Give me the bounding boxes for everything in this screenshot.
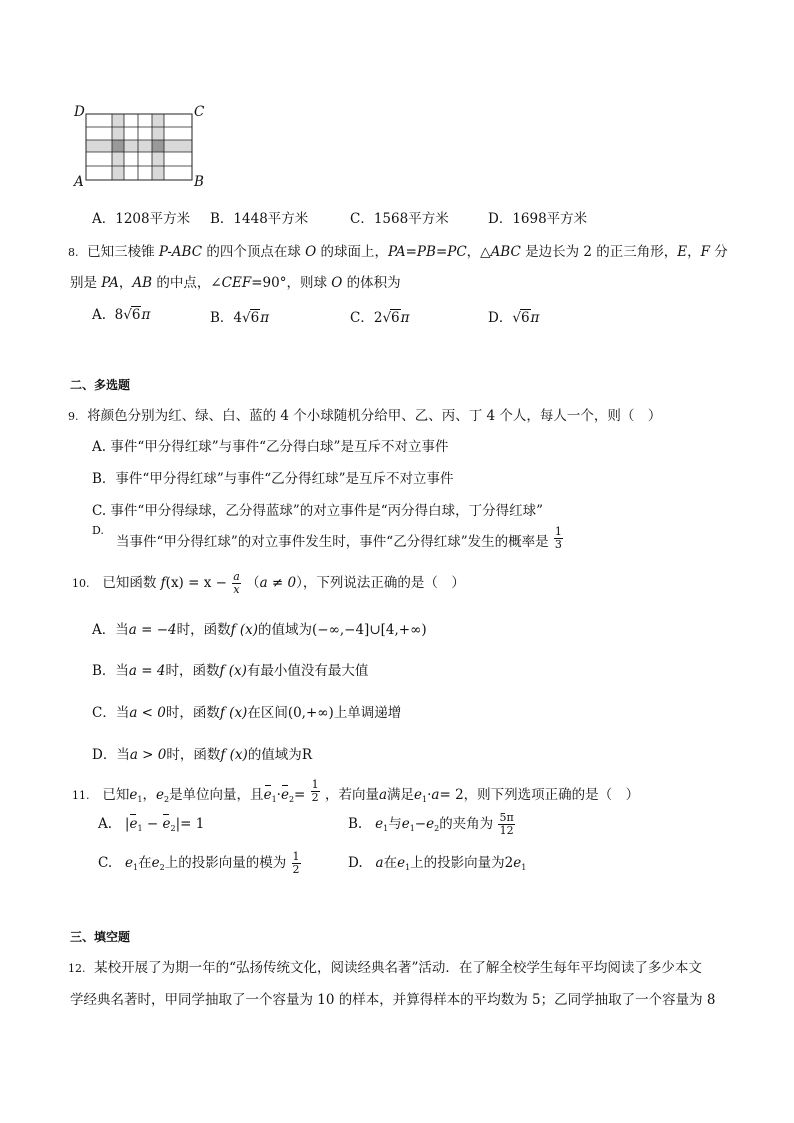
q12-number: 12. [68, 962, 86, 975]
q10-option-a[interactable]: A．当a = −4时，函数f (x)的值域为(−∞,−4]∪[4,+∞) [92, 622, 427, 638]
q10-stem: 10. 已知函数 f(x) = x − $\frac{a}{x}$ （a ≠ 0），下列说法正确的是（ ） [72, 570, 465, 596]
q9-option-d[interactable]: 当事件“甲分得红球”的对立事件发生时，事件“乙分得红球”发生的概率是 $\frac{1}{3}$ [116, 525, 562, 551]
q10-fraction: $\frac{a}{x}$ [233, 570, 240, 596]
q11-option-a[interactable]: A. $|e_1 - e_2|= 1$ [98, 816, 205, 833]
q11-option-b[interactable]: B. $e_1$与$e_1-e_2$的夹角为 $\frac{5\pi}{12}$ [348, 811, 514, 837]
q9-option-d-letter: D. [92, 524, 104, 537]
grid-diagram [72, 100, 212, 192]
garden-figure [72, 100, 212, 192]
q11-option-d[interactable]: D. a在$e_1$上的投影向量为$2e_1$ [348, 855, 527, 872]
q8-line2: 别是 PA，AB 的中点，∠CEF=90°，则球 O 的体积为 [70, 275, 401, 291]
q10-number: 10. [72, 577, 90, 590]
q11-option-c[interactable]: C. $e_1$在$e_2$上的投影向量的模为 $\frac{1}{2}$ [98, 850, 300, 876]
q9-option-c[interactable]: C. 事件“甲分得绿球，乙分得蓝球”的对立事件是“丙分得白球，丁分得红球” [92, 503, 544, 519]
q9-stem: 9. 将颜色分别为红、绿、白、蓝的 4 个小球随机分给甲、乙、丙、丁 4 个人，每人一个，则（ ） [68, 408, 662, 424]
q10-option-c[interactable]: C．当a < 0时，函数f (x)在区间(0,+∞)上单调递增 [92, 705, 402, 721]
q11-c-fraction: $\frac{1}{2}$ [292, 850, 300, 876]
q7-options [92, 207, 190, 227]
q8-option-d[interactable]: D．√6π [488, 310, 540, 326]
q9-option-d-fraction: $\frac{1}{3}$ [554, 525, 562, 551]
q11-b-fraction: $\frac{5\pi}{12}$ [499, 811, 514, 837]
section-heading-fill-in: 三、填空题 [70, 930, 131, 944]
q11-number: 11. [72, 789, 90, 802]
q8-line1: 8. 已知三棱锥 P-ABC 的四个顶点在球 O 的球面上，PA=PB=PC，△ABC 是边长为 2 的正三角形，E，F 分 [68, 244, 728, 260]
horizontal-strip [86, 140, 192, 152]
label-D: D [74, 104, 85, 120]
q8-number: 8. [68, 246, 79, 259]
q12-line1: 12. 某校开展了为期一年的“弘扬传统文化，阅读经典名著”活动．在了解全校学生每年平均阅读了多少本文 [68, 960, 702, 976]
q7-option-d[interactable]: D．1698平方米 [488, 211, 588, 227]
section-heading-multiple-choice: 二、多选题 [70, 378, 131, 392]
intersection-left [112, 140, 124, 152]
q9-number: 9. [68, 410, 79, 423]
q8-option-c[interactable]: C．2√6π [350, 310, 410, 326]
q9-option-b[interactable]: B．事件“甲分得红球”与事件“乙分得红球”是互斥不对立事件 [92, 471, 454, 487]
q11-half-fraction: $\frac{1}{2}$ [311, 778, 319, 804]
q8-option-a[interactable]: A. 8√6π [92, 307, 151, 323]
q8-option-b[interactable]: B．4√6π [210, 310, 270, 326]
q7-option-c[interactable]: C．1568平方米 [350, 211, 449, 227]
label-B: B [194, 174, 204, 190]
q10-option-b[interactable]: B．当a = 4时，函数f (x)有最小值没有最大值 [92, 663, 369, 679]
label-C: C [194, 104, 205, 120]
q9-option-a[interactable]: A. 事件“甲分得红球”与事件“乙分得白球”是互斥不对立事件 [92, 439, 449, 455]
q10-option-d[interactable]: D．当a > 0时，函数f (x)的值域为R [92, 747, 312, 763]
q7-option-b[interactable]: B．1448平方米 [210, 211, 309, 227]
intersection-right [152, 140, 164, 152]
q11-stem: 11. 已知$e_1$，$e_2$是单位向量，且$e_1\cdot e_2=$ $\frac{1}{2}$ ，若向量a满足$e_1\cdot a= 2$，则下列选项正确的是（ ） [72, 778, 640, 804]
label-A: A [74, 174, 84, 190]
q12-line2: 学经典名著时，甲同学抽取了一个容量为 10 的样本，并算得样本的平均数为 5；乙同学抽取了一个容量为 8 [70, 992, 716, 1008]
q7-option-a[interactable]: A．1208平方米 [92, 211, 191, 227]
